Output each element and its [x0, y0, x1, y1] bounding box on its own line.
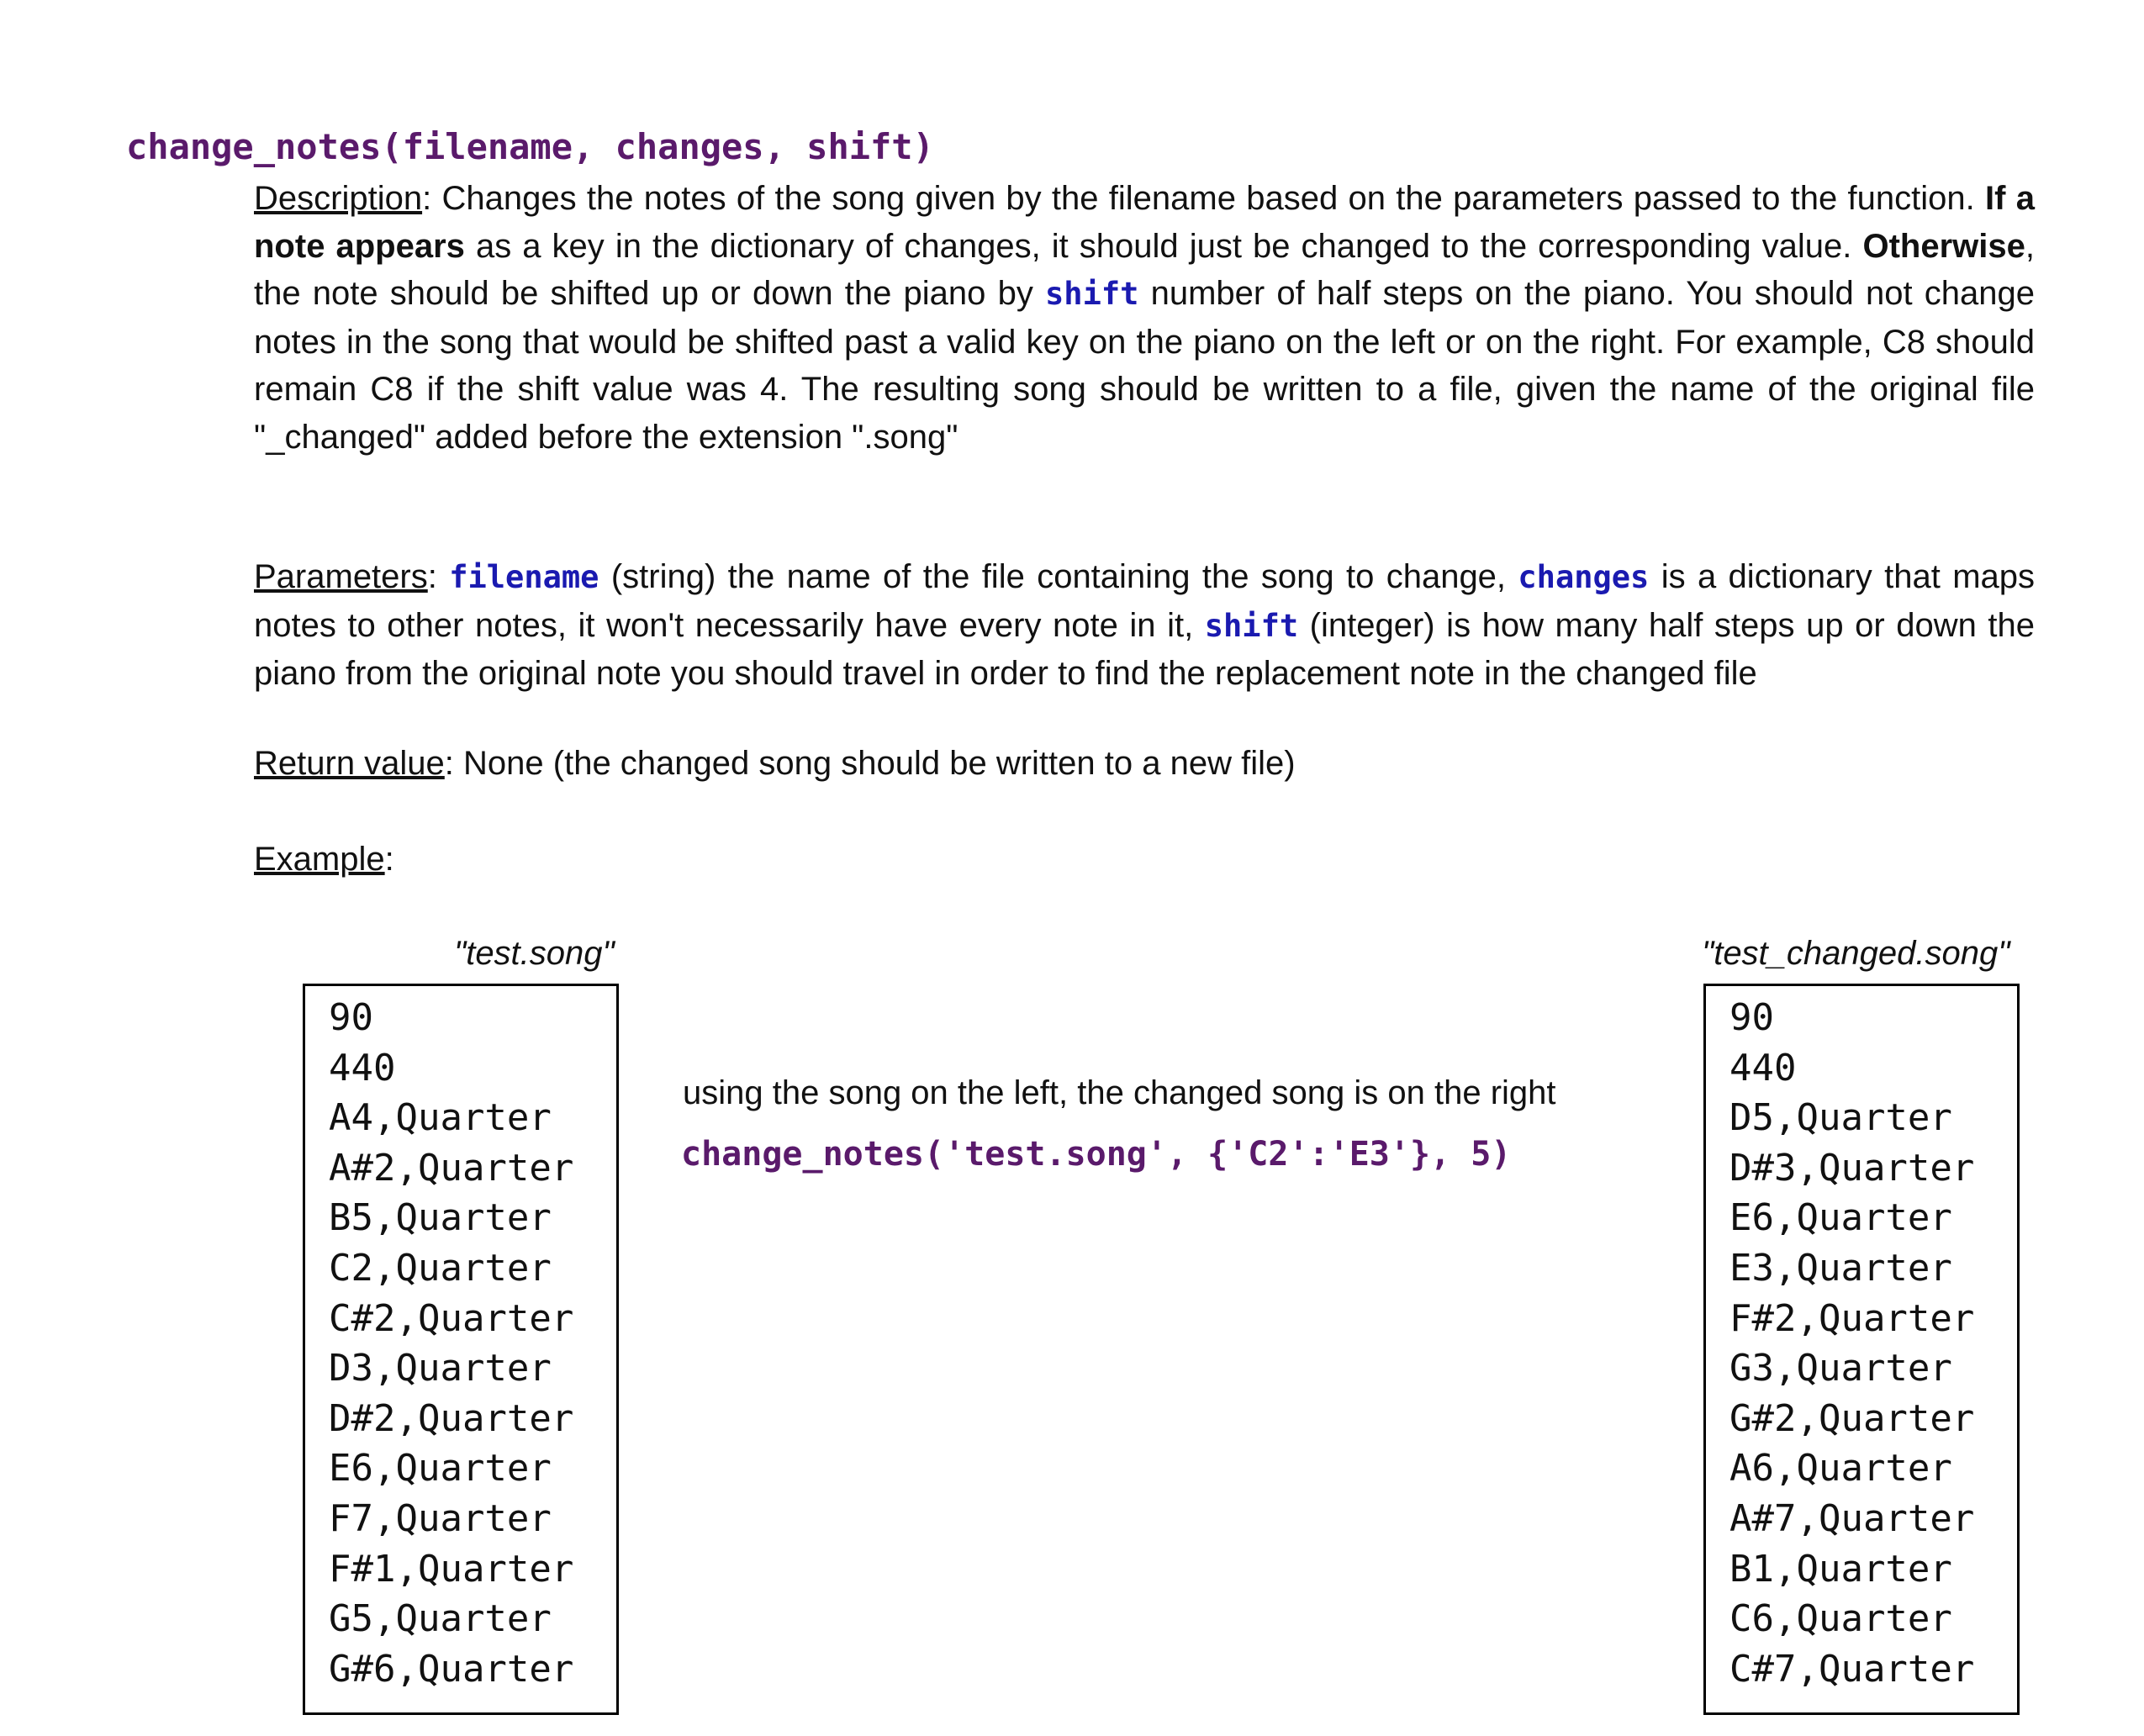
parameters-code-shift: shift	[1204, 607, 1299, 644]
right-song-line: E3,Quarter	[1729, 1247, 1952, 1290]
description-text-3: , the note should be shifted up or down the piano by	[254, 227, 2035, 312]
left-file-caption: "test.song"	[454, 935, 615, 972]
parameters-paragraph	[254, 553, 2035, 698]
left-song-line: 90	[329, 996, 373, 1039]
parameters-code-changes: changes	[1518, 559, 1650, 595]
right-song-box	[1703, 984, 2020, 1715]
left-song-line: A#2,Quarter	[329, 1146, 574, 1190]
right-song-line: A6,Quarter	[1729, 1447, 1952, 1491]
description-text-2: as a key in the dictionary of changes, it should just be changed to the corresponding value.	[464, 227, 1863, 265]
description-code-shift: shift	[1045, 276, 1139, 312]
description-text-4: number of half steps on the piano. You should not change notes in the song that would be shifted past a valid key on the piano on the left or on the right. For example, C8 should remain C8 if the shift value was 4. The resulting song should be written to a file, given the name of the original file "_changed" added before the extension ".song"	[254, 275, 2035, 456]
parameters-text-2: is a dictionary that maps notes to other notes, it won't necessarily have every note in it,	[254, 558, 2036, 644]
left-song-line: C2,Quarter	[329, 1247, 552, 1290]
right-song-line: C6,Quarter	[1729, 1597, 1952, 1641]
right-song-line: G3,Quarter	[1729, 1347, 1952, 1390]
left-song-box	[303, 984, 619, 1715]
right-song-line: G#2,Quarter	[1729, 1396, 1975, 1440]
left-song-line: F7,Quarter	[329, 1497, 552, 1540]
parameters-label: Parameters	[254, 558, 428, 595]
parameters-text-1: (string) the name of the file containing the song to change,	[599, 558, 1518, 595]
right-song-line: 440	[1729, 1046, 1797, 1090]
example-function-call: change_notes('test.song', {'C2':'E3'}, 5)	[681, 1135, 1512, 1174]
right-song-line: F#2,Quarter	[1729, 1296, 1975, 1340]
description-text-1: : Changes the notes of the song given by the filename based on the parameters passed to the function.	[422, 180, 1986, 217]
left-song-line: G#6,Quarter	[329, 1647, 574, 1691]
example-explanation: using the song on the left, the changed song is on the right	[683, 1074, 1556, 1111]
description-label: Description	[254, 180, 423, 217]
example-colon: :	[384, 841, 394, 878]
right-song-line: C#7,Quarter	[1729, 1647, 1975, 1691]
example-heading	[254, 841, 394, 879]
left-song-line: A4,Quarter	[329, 1096, 552, 1140]
return-value-label: Return value	[254, 745, 445, 782]
right-song-line: E6,Quarter	[1729, 1196, 1952, 1240]
right-song-line: A#7,Quarter	[1729, 1497, 1975, 1540]
function-signature: change_notes(filename, changes, shift)	[126, 126, 934, 167]
description-paragraph	[254, 175, 2035, 461]
description-bold-1: If a note appears	[254, 180, 2035, 265]
description-bold-2: Otherwise	[1862, 227, 2025, 265]
parameters-code-filename: filename	[449, 559, 599, 595]
left-song-line: D#2,Quarter	[329, 1396, 574, 1440]
example-label: Example	[254, 841, 385, 878]
left-song-line: D3,Quarter	[329, 1347, 552, 1390]
left-song-line: F#1,Quarter	[329, 1547, 574, 1591]
right-song-line: 90	[1729, 996, 1774, 1039]
parameters-text-3: (integer) is how many half steps up or down the piano from the original note you should travel in order to find the replacement note in the changed file	[254, 606, 2036, 692]
left-song-line: G5,Quarter	[329, 1597, 552, 1641]
parameters-text-0: :	[427, 558, 450, 595]
left-song-line: E6,Quarter	[329, 1447, 552, 1491]
left-song-line: C#2,Quarter	[329, 1296, 574, 1340]
right-song-line: D5,Quarter	[1729, 1096, 1952, 1140]
return-value-line	[254, 745, 1296, 783]
left-song-line: B5,Quarter	[329, 1196, 552, 1240]
right-song-line: D#3,Quarter	[1729, 1146, 1975, 1190]
return-value-text: : None (the changed song should be written to a new file)	[444, 745, 1296, 782]
left-song-line: 440	[329, 1046, 396, 1090]
right-song-line: B1,Quarter	[1729, 1547, 1952, 1591]
right-file-caption: "test_changed.song"	[1702, 935, 2010, 972]
